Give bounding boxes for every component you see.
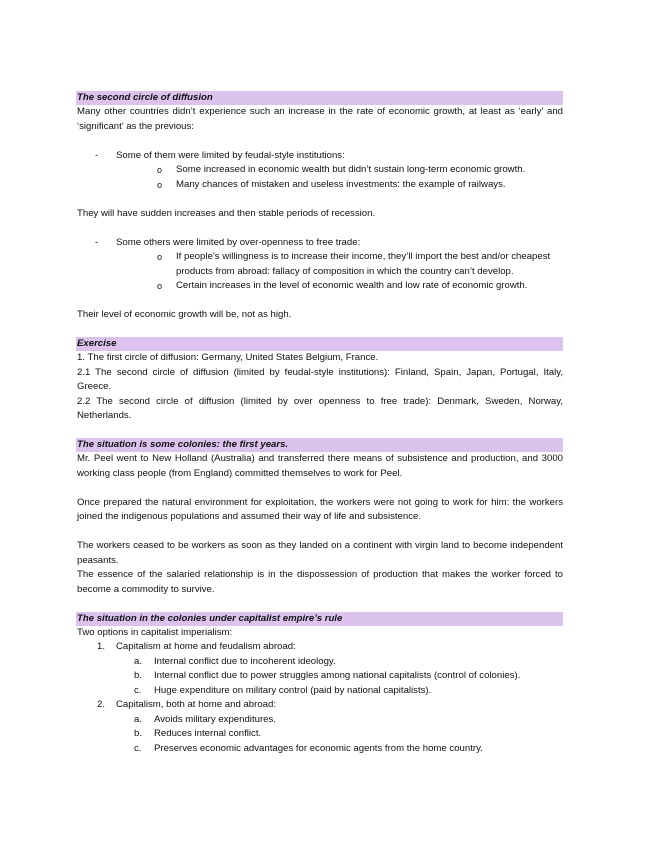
- section-heading-second-circle: The second circle of diffusion: [76, 91, 563, 105]
- sub-item-text: Many chances of mistaken and useless investments: the example of railways.: [176, 178, 506, 190]
- lettered-list-item: [77, 727, 563, 742]
- lettered-item-text: Internal conflict due to incoherent ideology.: [154, 655, 336, 667]
- circle-bullet: o: [157, 165, 163, 175]
- lettered-list-item: [77, 669, 563, 684]
- sub-list: [154, 250, 563, 294]
- dash-item-text: Some of them were limited by feudal-style institutions:: [116, 149, 345, 161]
- lettered-list-item: [77, 655, 563, 670]
- lettered-item-text: Avoids military expenditures.: [154, 713, 276, 725]
- section-heading-colonies-first-years: The situation is some colonies: the first years.: [76, 438, 563, 452]
- paragraph-middle: They will have sudden increases and then stable periods of recession.: [77, 207, 376, 219]
- letter-marker: c.: [134, 684, 142, 696]
- spacer: [77, 221, 563, 236]
- exercise-line: 2.1 The second circle of diffusion (limited by feudal-style institutions): Finland, Spain, Japan, Portugal, Italy, Greece.: [77, 366, 563, 392]
- dash-item-text: Some others were limited by over-openness to free trade:: [116, 236, 361, 248]
- spacer: [77, 424, 563, 439]
- letter-marker: b.: [134, 670, 143, 681]
- numbered-item-text: Capitalism at home and feudalism abroad:: [116, 641, 296, 652]
- number-marker: 2.: [97, 699, 106, 710]
- number-marker: 1.: [97, 641, 106, 652]
- sub-list-item: [154, 279, 563, 294]
- paragraph-closing: Their level of economic growth will be, not as high.: [77, 309, 292, 320]
- dash-list-item: [77, 149, 563, 164]
- letter-marker: b.: [134, 728, 143, 739]
- spacer: [77, 597, 563, 612]
- lettered-item-text: Huge expenditure on military control (paid by national capitalists).: [154, 684, 432, 696]
- spacer: [77, 294, 563, 309]
- spacer: [77, 481, 563, 496]
- exercise-line: 1. The first circle of diffusion: Germany, United States Belgium, France.: [77, 352, 379, 363]
- numbered-list-item: [77, 640, 563, 655]
- section-heading-exercise: Exercise: [76, 337, 563, 351]
- lettered-item-text: Reduces internal conflict.: [154, 728, 262, 739]
- circle-bullet: o: [157, 252, 163, 262]
- spacer: [77, 192, 563, 207]
- circle-bullet: o: [157, 179, 163, 190]
- spacer: [77, 525, 563, 540]
- document-body: [77, 91, 563, 756]
- spacer: [77, 134, 563, 149]
- sub-list-item: [154, 178, 563, 193]
- paragraph: The essence of the salaried relationship is in the dispossession of production that makes the worker forced to become a commodity to survive.: [77, 569, 563, 595]
- section-heading-capitalist-empire: The situation in the colonies under capitalist empire’s rule: [76, 612, 563, 626]
- lettered-list-item: [77, 713, 563, 728]
- sub-item-text: If people’s willingness is to increase their income, they’ll import the best and/or cheapest products from abroad: fallacy of composition in which the country can’t develop.: [176, 251, 551, 277]
- sub-list-item: [154, 250, 563, 279]
- sub-item-text: Certain increases in the level of economic wealth and low rate of economic growth.: [176, 280, 528, 291]
- numbered-item-text: Capitalism, both at home and abroad:: [116, 699, 276, 710]
- exercise-line: 2.2 The second circle of diffusion (limited by over openness to free trade): Denmark, Sweden, Norway, Netherlands.: [77, 395, 563, 421]
- dash-bullet: -: [95, 236, 99, 248]
- paragraph: Once prepared the natural environment for exploitation, the workers were not going to work for him: the workers joined the indigenous populations and assumed their way of life and subsistence.: [77, 496, 563, 522]
- lettered-list-item: [77, 742, 563, 757]
- sub-list-item: [154, 163, 563, 178]
- paragraph: Mr. Peel went to New Holland (Australia) and transferred there means of subsistence and production, and 3000 working class people (from England) committed themselves to work for Peel.: [77, 453, 563, 479]
- dash-bullet: -: [95, 149, 99, 161]
- lettered-item-text: Preserves economic advantages for economic agents from the home country.: [154, 742, 483, 754]
- lettered-list-item: [77, 684, 563, 699]
- spacer: [77, 323, 563, 338]
- letter-marker: c.: [134, 742, 142, 754]
- paragraph-intro: Two options in capitalist imperialism:: [77, 626, 233, 638]
- circle-bullet: o: [157, 281, 163, 291]
- numbered-list-item: [77, 698, 563, 713]
- paragraph-intro: Many other countries didn’t experience such an increase in the rate of economic growth, at least as ‘early’ and ‘significant’ as the previous:: [77, 106, 563, 132]
- letter-marker: a.: [134, 655, 143, 667]
- dash-list-item: [77, 236, 563, 251]
- sub-list: [154, 163, 563, 192]
- sub-item-text: Some increased in economic wealth but didn’t sustain long-term economic growth.: [176, 164, 526, 175]
- paragraph: The workers ceased to be workers as soon as they landed on a continent with virgin land to become independent peasants.: [77, 540, 563, 566]
- letter-marker: a.: [134, 713, 143, 725]
- lettered-item-text: Internal conflict due to power struggles among national capitalists (control of colonies).: [154, 670, 521, 681]
